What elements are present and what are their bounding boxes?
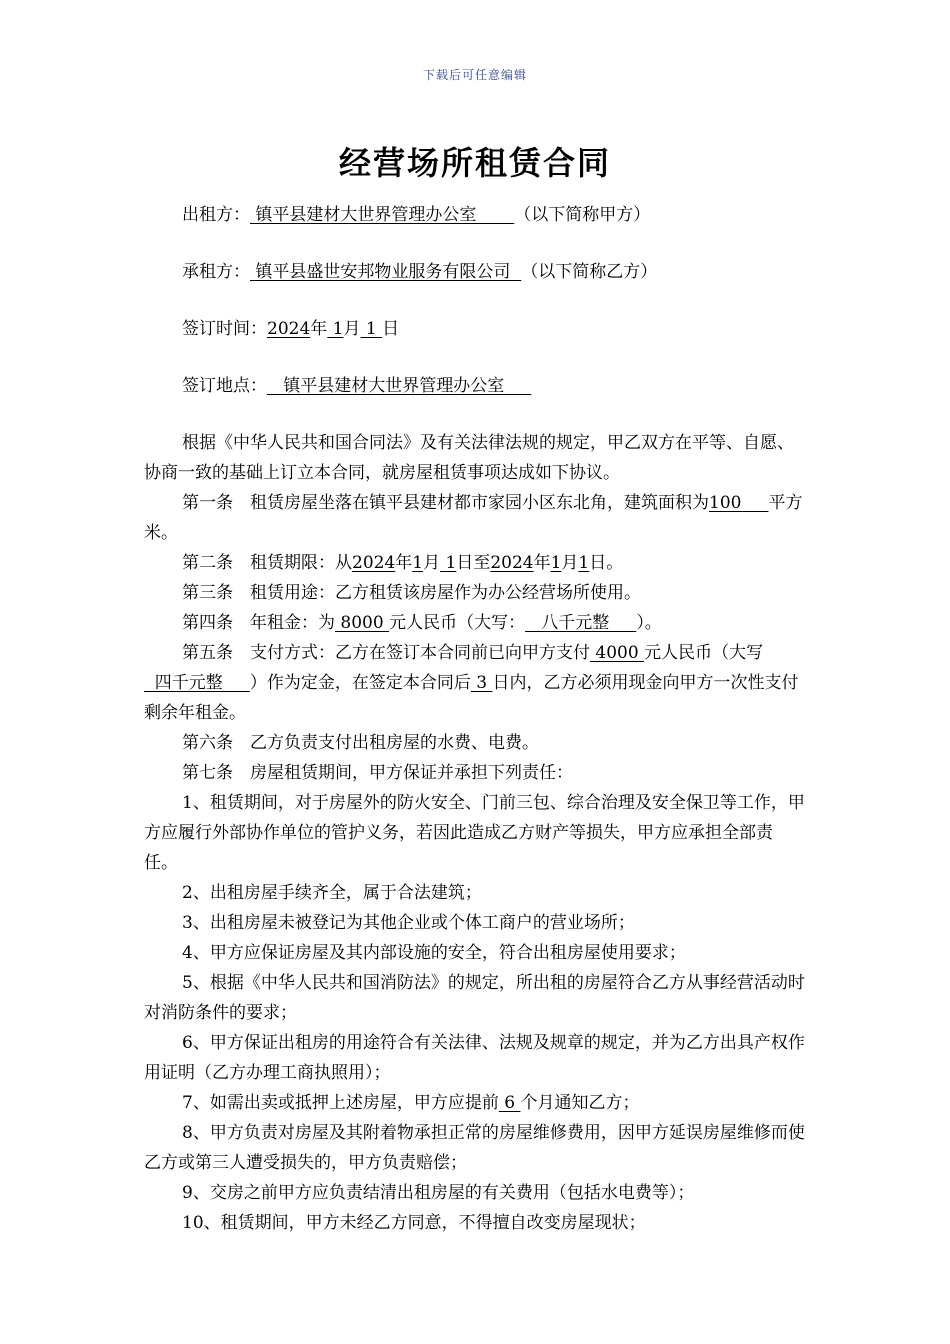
lessor-value: 镇平县建材大世界管理办公室 [250, 205, 515, 225]
article-1 [144, 488, 806, 548]
lessor-suffix: （以下简称甲方） [514, 205, 651, 225]
item-10: 10、租赁期间，甲方未经乙方同意，不得擅自改变房屋现状； [182, 1213, 646, 1233]
item-7-t2: 个月通知乙方； [520, 1093, 640, 1113]
article-5-t2: 元人民币（大写 [644, 643, 764, 663]
sign-time-line [182, 317, 399, 341]
article-5 [144, 638, 806, 728]
article-4-words: 八千元整 [525, 613, 637, 633]
sign-place-value: 镇平县建材大世界管理办公室 [267, 376, 532, 396]
article-1-text: 第一条 租赁房屋坐落在镇平县建材都市家园小区东北角，建筑面积为 [182, 493, 709, 513]
item-9: 9、交房之前甲方应负责结清出租房屋的有关费用（包括水电费等）； [182, 1183, 695, 1203]
article-2-t1: 第二条 租赁期限：从 [182, 553, 352, 573]
intro-paragraph: 根据《中华人民共和国合同法》及有关法律法规的规定，甲乙双方在平等、自愿、协商一致的基础上订立本合同，就房屋租赁事项达成如下协议。 [144, 433, 794, 483]
article-2-t6: 月 [561, 553, 579, 573]
article-4-t1: 第四条 年租金：为 [182, 613, 335, 633]
sign-place-line [182, 374, 531, 398]
article-5-words: 四千元整 [144, 673, 250, 693]
sign-time-label: 签订时间： [182, 319, 267, 339]
header-note: 下载后可任意编辑 [422, 68, 527, 82]
sign-month: 1 [327, 319, 344, 339]
item-4: 4、甲方应保证房屋及其内部设施的安全，符合出租房屋使用要求； [182, 943, 686, 963]
article-6: 第六条 乙方负责支付出租房屋的水费、电费。 [182, 733, 539, 753]
article-4-t3: ）。 [636, 613, 662, 633]
article-2-start-day: 1 [440, 553, 457, 573]
sign-year: 2024 [267, 319, 311, 339]
article-4-t2: 元人民币（大写： [389, 613, 526, 633]
article-2-end-year: 2024 [490, 553, 534, 573]
article-5-t4: 日内，乙方必须用现金向甲方一次性支付剩余年租金。 [144, 673, 799, 723]
article-5-deposit: 4000 [590, 643, 645, 663]
sign-year-unit: 年 [310, 319, 328, 339]
article-2-start-month: 1 [412, 553, 424, 573]
article-2 [144, 548, 806, 578]
lessee-suffix: （以下简称乙方） [521, 262, 658, 282]
article-2-end-month: 1 [550, 553, 562, 573]
article-4 [144, 608, 806, 638]
item-2: 2、出租房屋手续齐全，属于合法建筑； [182, 883, 482, 903]
article-5-t3: ）作为定金，在签定本合同后 [249, 673, 471, 693]
item-1: 1、租赁期间，对于房屋外的防火安全、门前三包、综合治理及安全保卫等工作，甲方应履行外部协作单位的管护义务，若因此造成乙方财产等损失，甲方应承担全部责任。 [144, 793, 805, 873]
article-2-start-year: 2024 [352, 553, 396, 573]
sign-day: 1 [360, 319, 383, 339]
item-7-t1: 7、如需出卖或抵押上述房屋，甲方应提前 [182, 1093, 499, 1113]
lessee-value: 镇平县盛世安邦物业服务有限公司 [250, 262, 522, 282]
item-5: 5、根据《中华人民共和国消防法》的规定，所出租的房屋符合乙方从事经营活动时对消防条件的要求； [144, 973, 805, 1023]
article-2-t3: 月 [423, 553, 441, 573]
article-5-days: 3 [470, 673, 493, 693]
item-6: 6、甲方保证出租房的用途符合有关法律、法规及规章的规定，并为乙方出具产权作用证明（乙方办理工商执照用）； [144, 1033, 805, 1083]
article-2-t7: 日。 [589, 553, 624, 573]
item-8: 8、甲方负责对房屋及其附着物承担正常的房屋维修费用，因甲方延误房屋维修而使乙方或第三人遭受损失的，甲方负责赔偿； [144, 1123, 805, 1173]
contract-body [144, 428, 806, 1238]
article-1-unit: 平方米。 [144, 493, 803, 543]
sign-month-unit: 月 [343, 319, 361, 339]
item-7-months: 6 [498, 1093, 521, 1113]
item-7 [144, 1088, 806, 1118]
article-2-t2: 年 [395, 553, 413, 573]
page-title: 经营场所租赁合同 [338, 144, 611, 182]
item-3: 3、出租房屋未被登记为其他企业或个体工商户的营业场所； [182, 913, 635, 933]
lessor-label: 出租方： [182, 205, 250, 225]
lessor-line [182, 203, 650, 227]
sign-day-unit: 日 [382, 319, 400, 339]
lessee-line [182, 260, 657, 284]
article-4-amount: 8000 [335, 613, 390, 633]
article-7: 第七条 房屋租赁期间，甲方保证并承担下列责任： [182, 763, 573, 783]
article-2-t5: 年 [533, 553, 551, 573]
article-2-t4: 日至 [456, 553, 491, 573]
article-3: 第三条 租赁用途：乙方租赁该房屋作为办公经营场所使用。 [182, 583, 641, 603]
article-1-area: 100 [709, 493, 769, 513]
article-2-end-day: 1 [578, 553, 590, 573]
sign-place-label: 签订地点： [182, 376, 267, 396]
article-5-t1: 第五条 支付方式：乙方在签订本合同前已向甲方支付 [182, 643, 590, 663]
lessee-label: 承租方： [182, 262, 250, 282]
